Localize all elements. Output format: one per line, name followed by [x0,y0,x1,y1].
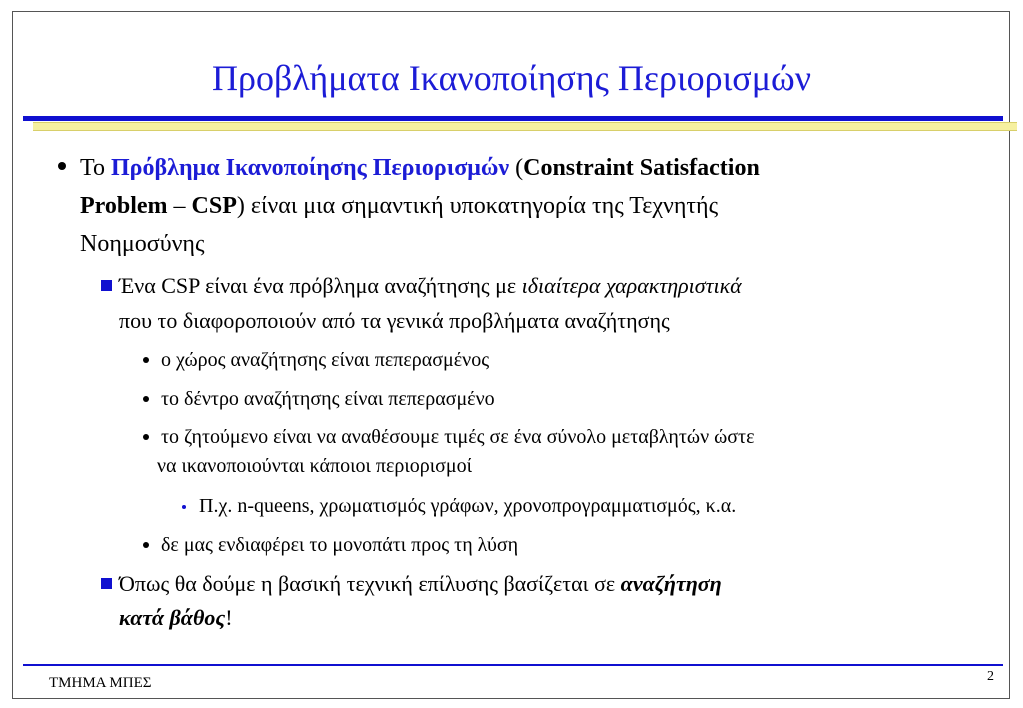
bullet-8-line-2 [119,607,233,629]
bullet-dot-icon [143,434,149,440]
text-segment: Όπως θα δούμε η βασική τεχνική επίλυσης βασίζεται σε [119,571,621,596]
bullet-3: ο χώρος αναζήτησης είναι πεπερασμένος [161,349,490,371]
bullet-5-line-1: το ζητούμενο είναι να αναθέσουμε τιμές σε ένα σύνολο μεταβλητών ώστε [161,426,755,448]
bullet-dot-icon [143,357,149,363]
bullet-8-line-1 [119,573,722,595]
slide-title: Προβλήματα Ικανοποίησης Περιορισμών [212,58,811,98]
text-segment: ) είναι μια σημαντική υποκατηγορία της Τεχνητής [236,193,719,219]
bullet-2-line-1 [119,275,742,297]
title-rule [23,116,1003,121]
text-segment: – [167,193,192,219]
square-bullet-icon [101,578,112,589]
bullet-1-line-2 [80,194,718,218]
term-highlight: Πρόβλημα Ικανοποίησης Περιορισμών [111,155,510,181]
bullet-4: το δέντρο αναζήτησης είναι πεπερασμένο [161,388,495,410]
bullet-dot-icon [182,505,186,509]
bullet-6: Π.χ. n-queens, χρωματισμός γράφων, χρονοπρογραμματισμός, κ.α. [199,495,737,517]
term-abbr: CSP [191,193,237,219]
emphasis: ιδιαίτερα χαρακτηριστικά [521,273,742,298]
bullet-5-line-2: να ικανοποιούνται κάποιοι περιορισμοί [157,455,472,477]
bullet-2-line-2: που το διαφοροποιούν από τα γενικά προβλήματα αναζήτησης [119,308,670,333]
emphasis: αναζήτηση [620,571,722,596]
page-number: 2 [987,669,994,684]
footer-rule [23,664,1003,666]
text-segment: ( [509,155,524,181]
text-segment: Ένα CSP είναι ένα πρόβλημα αναζήτησης με [119,273,522,298]
square-bullet-icon [101,280,112,291]
bullet-1-line-1 [80,156,760,180]
bullet-7: δε μας ενδιαφέρει το μονοπάτι προς τη λύση [161,534,519,556]
term-english: Constraint Satisfaction [523,155,760,181]
text-segment: Το [80,155,112,181]
text-segment: ! [225,605,233,630]
bullet-dot-icon [58,162,66,170]
term-english: Problem [80,193,168,219]
bullet-dot-icon [143,542,149,548]
footer-department: ΤΜΗΜΑ ΜΠΕΣ [49,675,152,691]
title-highlight-bar [33,122,1017,131]
bullet-dot-icon [143,396,149,402]
emphasis: κατά βάθος [119,605,226,630]
bullet-1-line-3: Νοημοσύνης [80,231,205,257]
